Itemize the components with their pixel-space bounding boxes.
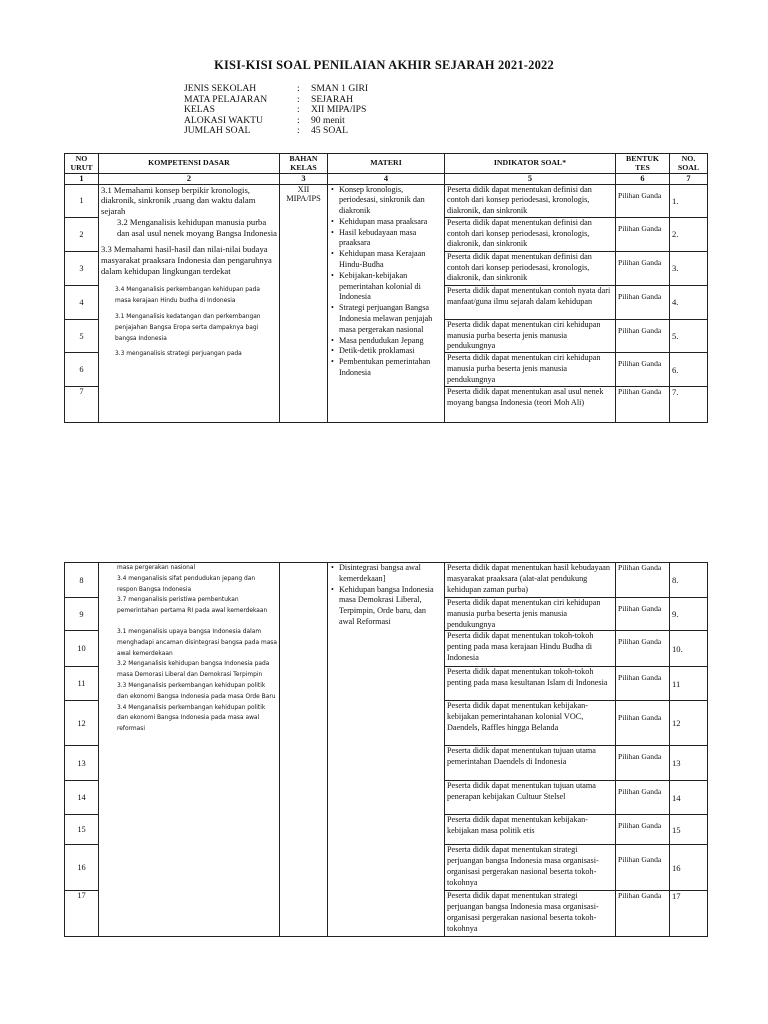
kompetensi-item: 3.2 Menganalisis kehidupan manusia purba dan asal usul nenek moyang Bangsa Indonesia bbox=[117, 216, 277, 238]
kompetensi-item: 3.2 Menganalisis kehidupan bangsa Indonesia pada masa Demorasi Liberal dan Demokrasi Terpimpin bbox=[117, 661, 270, 679]
kompetensi-dasar-cell bbox=[99, 184, 280, 423]
bentuk-tes-cell: Pilihan Ganda bbox=[616, 701, 670, 746]
no-soal-cell: 8. bbox=[670, 563, 708, 598]
no-soal-cell: 6. bbox=[670, 353, 708, 387]
materi-item: • Kehidupan bangsa Indonesia masa Demokrasi Liberal, Terpimpin, Orde baru, dan awal Reformasi bbox=[330, 585, 442, 628]
table-row bbox=[65, 184, 708, 217]
row-number: 13 bbox=[65, 746, 99, 781]
info-colon: : bbox=[297, 125, 300, 137]
row-number: 6 bbox=[65, 353, 99, 387]
kisi-kisi-table-page-2 bbox=[64, 562, 708, 937]
no-soal-cell: 11 bbox=[670, 667, 708, 701]
info-colon: : bbox=[297, 93, 300, 105]
kompetensi-item: 3.7 menganalisis peristiwa pembentukan pemerintahan pertama RI pada awal kemerdekaan bbox=[117, 597, 268, 615]
column-number: 6 bbox=[616, 174, 670, 185]
row-number: 3 bbox=[65, 251, 99, 285]
table-header-row bbox=[65, 154, 708, 174]
column-number: 4 bbox=[328, 174, 445, 185]
column-number: 2 bbox=[99, 174, 280, 185]
column-number: 3 bbox=[280, 174, 328, 185]
no-soal-cell: 3. bbox=[670, 251, 708, 285]
bentuk-tes-cell: Pilihan Ganda bbox=[616, 598, 670, 631]
materi-item: • Hasil kebudayaan masa praaksara bbox=[330, 228, 442, 250]
bentuk-tes-cell: Pilihan Ganda bbox=[616, 251, 670, 285]
kompetensi-item: 3.4 menganalisis sifat pendudukan jepang dan respon Bangsa Indonesia bbox=[117, 575, 256, 593]
indikator-cell: Peserta didik dapat menentukan hasil kebudayaan masyarakat praaksara (alat-alat pendukung kehidupan zaman purba) bbox=[445, 563, 616, 598]
row-number: 16 bbox=[65, 845, 99, 891]
bahan-kelas-cell bbox=[280, 563, 328, 937]
kompetensi-dasar-cell bbox=[99, 563, 280, 937]
column-number: 5 bbox=[445, 174, 616, 185]
indikator-cell bbox=[445, 781, 616, 815]
no-soal-cell: 15 bbox=[670, 815, 708, 845]
indikator-cell: Peserta didik dapat menentukan strategi perjuangan bangsa Indonesia masa organisasi-organisasi pergerakan nasional beserta tokoh-tokohnya bbox=[445, 891, 616, 937]
bentuk-tes-cell: Pilihan Ganda bbox=[616, 631, 670, 667]
materi-item: • Kehidupan masa Kerajaan Hindu-Budha bbox=[330, 249, 442, 271]
no-soal-cell: 7. bbox=[670, 387, 708, 423]
indikator-cell: Peserta didik dapat menentukan contoh nyata dari manfaat/guna ilmu sejarah dalam kehidupan bbox=[445, 285, 616, 319]
column-number: 1 bbox=[65, 174, 99, 185]
row-number: 14 bbox=[65, 781, 99, 815]
info-colon: : bbox=[297, 83, 300, 94]
row-number: 2 bbox=[65, 217, 99, 251]
bentuk-tes-cell: Pilihan Ganda bbox=[616, 353, 670, 387]
kompetensi-item: 3.1 Memahami konsep berpikir kronologis, diakronik, sinkronik ,ruang dan waktu dalam sejarah bbox=[101, 184, 256, 217]
header-no-urut: NO URUT bbox=[65, 154, 99, 174]
materi-item: • Strategi perjuangan Bangsa Indonesia melawan penjajah masa pergerakan nasional bbox=[330, 303, 442, 335]
no-soal-cell: 10. bbox=[670, 631, 708, 667]
no-soal-cell: 14 bbox=[670, 781, 708, 815]
indikator-cell: Peserta didik dapat menentukan definisi dan contoh dari konsep periodesasi, kronologis, diakronik, dan sinkronik bbox=[445, 217, 616, 251]
materi-list bbox=[330, 185, 442, 379]
materi-item: • Kehidupan masa praaksara bbox=[330, 217, 442, 228]
materi-item: • Konsep kronologis, periodesasi, sinkronik dan diakronik bbox=[330, 185, 442, 217]
kompetensi-item: 3.4 Menganalisis perkembangan kehidupan politik dan ekonomi Bangsa Indonesia pada masa awal reformasi bbox=[117, 704, 266, 733]
row-number: 7 bbox=[65, 387, 99, 423]
materi-cell bbox=[328, 563, 445, 937]
indikator-cell: Peserta didik dapat menentukan tokoh-tokoh penting pada masa kesultanan Islam di Indonesia bbox=[445, 667, 616, 701]
row-number: 11 bbox=[65, 667, 99, 701]
row-number: 5 bbox=[65, 319, 99, 352]
info-row-jumlah-soal bbox=[184, 126, 368, 137]
header-indikator-soal: INDIKATOR SOAL* bbox=[445, 154, 616, 174]
kompetensi-item: 3.3 menganalisis strategi perjuangan pada bbox=[115, 350, 242, 357]
header-no-soal: NO. SOAL bbox=[670, 154, 708, 174]
info-label: ALOKASI WAKTU bbox=[184, 114, 263, 126]
indikator-cell: Peserta didik dapat menentukan definisi dan contoh dari konsep periodesasi, kronologis, diakronik, dan sinkronik bbox=[445, 251, 616, 285]
no-soal-cell: 5. bbox=[670, 319, 708, 352]
no-soal-cell: 2. bbox=[670, 217, 708, 251]
no-soal-cell: 1. bbox=[670, 184, 708, 217]
bentuk-tes-cell: Pilihan Ganda bbox=[616, 563, 670, 598]
kompetensi-item: 3.3 Memahami hasil-hasil dan nilai-nilai budaya masyarakat praaksara Indonesia dan pengaruhnya dalam kehidupan lingkungan terdekat bbox=[101, 244, 272, 277]
no-soal-cell: 17 bbox=[670, 891, 708, 937]
indikator-cell: Peserta didik dapat menentukan kebijakan-kebijakan masa politik etis bbox=[445, 815, 616, 845]
materi-item: • Kebijakan-kebijakan pemerintahan kolonial di Indonesia bbox=[330, 271, 442, 303]
row-number: 1 bbox=[65, 184, 99, 217]
row-number: 15 bbox=[65, 815, 99, 845]
info-label: KELAS bbox=[184, 104, 215, 116]
no-soal-cell: 13 bbox=[670, 746, 708, 781]
indikator-text: Peserta didik dapat menentukan tujuan utama penerapan kebijakan Cultuur Stelsel bbox=[447, 781, 596, 802]
info-value: XII MIPA/IPS bbox=[311, 104, 367, 116]
info-value: SMAN 1 GIRI bbox=[311, 83, 369, 94]
indikator-cell: Peserta didik dapat menentukan tujuan utama pemerintahan Daendels di Indonesia bbox=[445, 746, 616, 781]
no-soal-cell: 9. bbox=[670, 598, 708, 631]
header-bentuk-tes: BENTUK TES bbox=[616, 154, 670, 174]
header-bahan-kelas: BAHAN KELAS bbox=[280, 154, 328, 174]
row-number: 12 bbox=[65, 701, 99, 746]
document-title: KISI-KISI SOAL PENILAIAN AKHIR SEJARAH 2021-2022 bbox=[214, 58, 554, 72]
info-label: JENIS SEKOLAH bbox=[184, 83, 257, 94]
materi-item: • Masa pendudukan Jepang bbox=[330, 336, 442, 347]
kisi-kisi-table-page-1 bbox=[64, 153, 708, 423]
header-materi: MATERI bbox=[328, 154, 445, 174]
kompetensi-item: 3.4 Menganalisis perkembangan kehidupan pada masa kerajaan Hindu budha di Indonesia bbox=[115, 286, 260, 304]
indikator-cell: Peserta didik dapat menentukan ciri kehidupan manusia purba beserta jenis manusia pendukungnya bbox=[445, 598, 616, 631]
header-kompetensi-dasar: KOMPETENSI DASAR bbox=[99, 154, 280, 174]
bahan-kelas-cell: XII MIPA/IPS bbox=[280, 184, 328, 423]
indikator-cell: Peserta didik dapat menentukan definisi dan contoh dari konsep periodesasi, kronologis, diakronik, dan sinkronik bbox=[445, 184, 616, 217]
materi-list bbox=[330, 563, 442, 628]
no-soal-cell: 4. bbox=[670, 285, 708, 319]
table-row bbox=[65, 563, 708, 598]
kompetensi-item: 3.3 Menganalisis perkembangan kehidupan politik dan ekonomi Bangsa Indonesia pada masa Orde Baru bbox=[117, 682, 276, 700]
kompetensi-item: 3.1 Menganalisis kedatangan dan perkembangan penjajahan Bangsa Eropa serta dampaknya bagi bangsa Indonesia bbox=[115, 314, 261, 343]
info-label: JUMLAH SOAL bbox=[184, 125, 251, 137]
indikator-cell: Peserta didik dapat menentukan strategi perjuangan bangsa Indonesia masa organisasi-organisasi pergerakan nasional beserta tokoh-tokohnya bbox=[445, 845, 616, 891]
bentuk-tes-cell: Pilihan Ganda bbox=[616, 184, 670, 217]
info-colon: : bbox=[297, 114, 300, 126]
materi-item: • Pembentukan pemerintahan Indonesia bbox=[330, 357, 442, 379]
bentuk-tes-cell: Pilihan Ganda bbox=[616, 285, 670, 319]
bentuk-tes-cell: Pilihan Ganda bbox=[616, 781, 670, 815]
bentuk-tes-cell: Pilihan Ganda bbox=[616, 217, 670, 251]
info-colon: : bbox=[297, 104, 300, 116]
indikator-cell: Peserta didik dapat menentukan ciri kehidupan manusia purba beserta jenis manusia pendukungnya bbox=[445, 353, 616, 387]
bentuk-tes-cell: Pilihan Ganda bbox=[616, 845, 670, 891]
row-number: 4 bbox=[65, 285, 99, 319]
kompetensi-item: 3.1 menganalisis upaya bangsa Indonesia dalam menghadapi ancaman disintegrasi bangsa pada masa awal kemerdekaan bbox=[117, 628, 277, 657]
kompetensi-item: masa pergerakan nasional bbox=[117, 565, 196, 571]
materi-cell bbox=[328, 184, 445, 423]
school-info bbox=[184, 84, 368, 137]
no-soal-cell: 12 bbox=[670, 701, 708, 746]
bentuk-tes-cell: Pilihan Ganda bbox=[616, 667, 670, 701]
bentuk-tes-cell: Pilihan Ganda bbox=[616, 891, 670, 937]
no-soal-cell: 16 bbox=[670, 845, 708, 891]
row-number: 8 bbox=[65, 563, 99, 598]
bentuk-tes-cell: Pilihan Ganda bbox=[616, 746, 670, 781]
indikator-cell: Peserta didik dapat menentukan kebijakan-kebijakan pemerintahanan kolonial VOC, Daendels, Raffles hingga Belanda bbox=[445, 701, 616, 746]
info-value: SEJARAH bbox=[311, 93, 354, 105]
indikator-cell: Peserta didik dapat menentukan ciri kehidupan manusia purba beserta jenis manusia pendukungnya bbox=[445, 319, 616, 352]
indikator-cell: Peserta didik dapat menentukan tokoh-tokoh penting pada masa kerajaan Hindu Budha di Indonesia bbox=[445, 631, 616, 667]
indikator-cell: Peserta didik dapat menentukan asal usul nenek moyang bangsa Indonesia (teori Moh Ali) bbox=[445, 387, 616, 423]
info-value: 90 menit bbox=[311, 114, 345, 126]
materi-item: • Disintegrasi bangsa awal kemerdekaan] bbox=[330, 563, 442, 585]
bentuk-tes-cell: Pilihan Ganda bbox=[616, 387, 670, 423]
bentuk-tes-cell: Pilihan Ganda bbox=[616, 815, 670, 845]
info-label: MATA PELAJARAN bbox=[184, 93, 268, 105]
row-number: 17 bbox=[65, 891, 99, 937]
column-number-row bbox=[65, 174, 708, 185]
column-number: 7 bbox=[670, 174, 708, 185]
row-number: 9 bbox=[65, 598, 99, 631]
info-value: 45 SOAL bbox=[311, 125, 349, 137]
bentuk-tes-cell: Pilihan Ganda bbox=[616, 319, 670, 352]
materi-item: • Detik-detik proklamasi bbox=[330, 346, 442, 357]
row-number: 10 bbox=[65, 631, 99, 667]
info-row-jenis-sekolah bbox=[184, 84, 368, 95]
